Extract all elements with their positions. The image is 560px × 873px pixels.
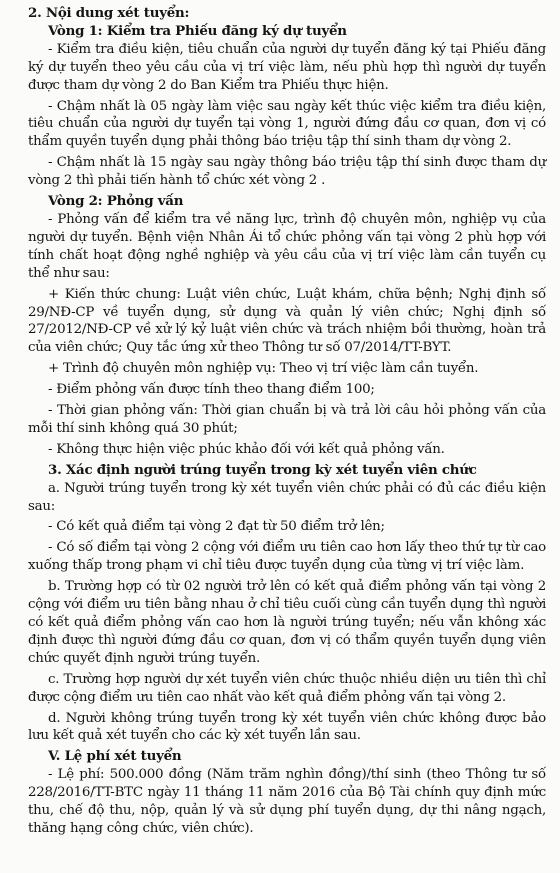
fee-paragraph: - Lệ phí: 500.000 đồng (Năm trăm nghìn đồng)/thí sinh (theo Thông tư số 228/2016/TT-BTC ngày 11 tháng 11 năm 2016 của Bộ Tài chính quy định mức thu, chế độ thu, nộp, quản lý và sử dụng phí tuyển dụng, dự thi nâng ngạch, thăng hạng công chức, viên chức). xyxy=(28,767,546,836)
section-3-item-a-1: - Có kết quả điểm tại vòng 2 đạt từ 50 điểm trở lên; xyxy=(48,519,385,535)
round-2-paragraph-5: - Thời gian phỏng vấn: Thời gian chuẩn bị và trả lời câu hỏi phỏng vấn của mỗi thí sinh không quá 30 phút; xyxy=(28,403,546,436)
round-1-paragraph-2: - Chậm nhất là 05 ngày làm việc sau ngày kết thúc việc kiểm tra điều kiện, tiêu chuẩn của người dự tuyển tại vòng 1, người đứng đầu cơ quan, đơn vị có thẩm quyền tuyển dụng phải thông báo triệu tập thí sinh tham dự vòng 2. xyxy=(28,98,546,150)
round-2-paragraph-6: - Không thực hiện việc phúc khảo đối với kết quả phỏng vấn. xyxy=(48,441,445,457)
round-1-paragraph-1: - Kiểm tra điều kiện, tiêu chuẩn của người dự tuyển đăng ký tại Phiếu đăng ký dự tuyển theo yêu cầu của vị trí việc làm, nếu phù hợp thì người dự tuyển được tham dự vòng 2 do Ban Kiểm tra Phiếu thực hiện. xyxy=(28,41,546,93)
section-3-item-b: b. Trường hợp có từ 02 người trở lên có kết quả điểm phỏng vấn tại vòng 2 cộng với điểm ưu tiên bằng nhau ở chỉ tiêu cuối cùng cần tuyển dụng thì người có kết quả điểm phỏng vấn cao hơn là người trúng tuyển; nếu vẫn không xác định được thì người đứng đầu cơ quan, đơn vị có thẩm quyền tuyển dụng viên chức quyết định người trúng tuyển. xyxy=(28,579,546,666)
section-3-item-d: d. Người không trúng tuyển trong kỳ xét tuyển viên chức không được bảo lưu kết quả xét tuyển cho các kỳ xét tuyển lần sau. xyxy=(28,710,546,744)
section-5-heading: V. Lệ phí xét tuyển xyxy=(48,748,182,765)
round-2-paragraph-4: - Điểm phỏng vấn được tính theo thang điểm 100; xyxy=(48,382,375,398)
round-2-paragraph-3: + Trình độ chuyên môn nghiệp vụ: Theo vị trí việc làm cần tuyển. xyxy=(48,361,479,377)
section-3-item-a: a. Người trúng tuyển trong kỳ xét tuyển viên chức phải có đủ các điều kiện sau: xyxy=(28,480,546,514)
round-2-heading: Vòng 2: Phỏng vấn xyxy=(48,193,184,210)
round-1-paragraph-3: - Chậm nhất là 15 ngày sau ngày thông báo triệu tập thí sinh được tham dự vòng 2 thì phải tiến hành tổ chức xét vòng 2 . xyxy=(28,155,546,189)
section-3-item-a-2: - Có số điểm tại vòng 2 cộng với điểm ưu tiên cao hơn lấy theo thứ tự từ cao xuống thấp trong phạm vi chỉ tiêu được tuyển dụng của từng vị trí việc làm. xyxy=(28,540,546,574)
section-3-item-c: c. Trường hợp người dự xét tuyển viên chức thuộc nhiều diện ưu tiên thì chỉ được cộng điểm ưu tiên cao nhất vào kết quả điểm phỏng vấn tại vòng 2. xyxy=(28,671,546,705)
round-2-paragraph-1: - Phỏng vấn để kiểm tra về năng lực, trình độ chuyên môn, nghiệp vụ của người dự tuyển. Bệnh viện Nhân Ái tổ chức phỏng vấn tại vòng 2 phù hợp với tính chất hoạt động nghề nghiệp và yêu cầu của vị trí việc làm cần tuyển cụ thể như sau: xyxy=(28,211,546,281)
section-3-heading: 3. Xác định người trúng tuyển trong kỳ xét tuyển viên chức xyxy=(48,461,477,478)
round-1-heading: Vòng 1: Kiểm tra Phiếu đăng ký dự tuyển xyxy=(48,22,347,39)
section-2-heading: 2. Nội dung xét tuyển: xyxy=(28,5,190,21)
round-2-paragraph-2: + Kiến thức chung: Luật viên chức, Luật khám, chữa bệnh; Nghị định số 29/NĐ-CP về tuyển dụng, sử dụng và quản lý viên chức; Nghị định số 27/2012/NĐ-CP về xử lý kỷ luật viên chức và trách nhiệm bồi thường, hoàn trả của viên chức; Quy tắc ứng xử theo Thông tư số 07/2014/TT-BYT. xyxy=(28,286,546,356)
